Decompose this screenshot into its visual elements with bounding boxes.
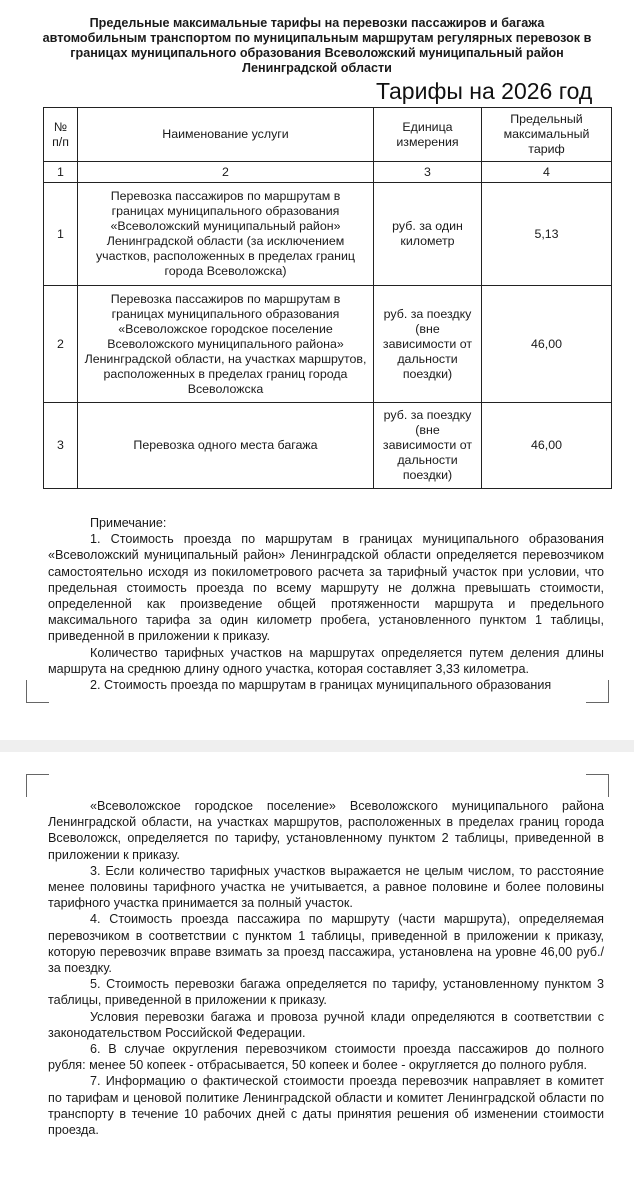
- note-paragraph: 4. Стоимость проезда пассажира по маршруту (части маршрута), определяемая перевозчиком в соответствии с пунктом 1 таблицы, приведенной в приложении к приказу, которую перевозчик вправе взимать за проезд пассажира, установлена на уровне 46,00 руб./за поездку.: [48, 912, 604, 976]
- page-separator: [0, 740, 634, 752]
- tariff-value: 46,00: [482, 286, 612, 403]
- page-corner-mark: [586, 680, 609, 703]
- title-line: автомобильным транспортом по муниципальным маршрутам регулярных перевозок в: [42, 31, 592, 45]
- note-paragraph: Условия перевозки багажа и провоза ручной клади определяются в соответствии с законодательством Российской Федерации.: [48, 1009, 604, 1040]
- title-line: границах муниципального образования Всеволожский муниципальный район: [70, 46, 564, 60]
- column-number: 1: [44, 162, 78, 183]
- note-paragraph: 6. В случае округления перевозчиком стоимости проезда пассажиров до полного рубля: менее 50 копеек - отбрасывается, 50 копеек и более - округляется до полного рубля.: [48, 1042, 604, 1073]
- document-page-2: [0, 752, 634, 1200]
- column-header: Наименование услуги: [78, 108, 374, 162]
- table-header-row: [44, 108, 612, 162]
- tariff-value: 5,13: [482, 183, 612, 286]
- tariff-value: 46,00: [482, 403, 612, 489]
- note-paragraph: 5. Стоимость перевозки багажа определяется по тарифу, установленному пунктом 3 таблицы, приведенной в приложении к приказу.: [48, 977, 604, 1008]
- notes-section: [48, 515, 604, 693]
- note-paragraph: 3. Если количество тарифных участков выражается не целым числом, то расстояние менее половины тарифного участка не учитывается, а равное половине и более половины тарифного участка принимается за полный участок.: [48, 863, 604, 911]
- document-title: [36, 16, 598, 76]
- table-row: [44, 286, 612, 403]
- notes-heading: Примечание:: [90, 516, 167, 530]
- column-header: Единица измерения: [374, 108, 482, 162]
- note-paragraph: Количество тарифных участков на маршрутах определяется путем деления длины маршрута на среднюю длину одного участка, которая составляет 3,33 километра.: [48, 645, 604, 676]
- row-number: 1: [44, 183, 78, 286]
- page-corner-mark: [586, 774, 609, 797]
- overlay-caption: Тарифы на 2026 год: [372, 77, 596, 105]
- page-corner-mark: [26, 774, 49, 797]
- unit-of-measure: руб. за поездку (вне зависимости от дальности поездки): [374, 403, 482, 489]
- tariff-table: [43, 107, 612, 489]
- note-paragraph: 2. Стоимость проезда по маршрутам в границах муниципального образования: [90, 678, 552, 693]
- service-name: Перевозка пассажиров по маршрутам в границах муниципального образования «Всеволожский муниципальный район» Ленинградской области (за исключением участков, расположенных в пределах границ города Всеволожска): [78, 183, 374, 286]
- column-header: Предельный максимальный тариф: [482, 108, 612, 162]
- column-number: 2: [78, 162, 374, 183]
- unit-of-measure: руб. за один километр: [374, 183, 482, 286]
- column-numbering-row: [44, 162, 612, 183]
- table-row: [44, 183, 612, 286]
- title-line: Ленинградской области: [242, 61, 392, 75]
- note-paragraph: 1. Стоимость проезда по маршрутам в границах муниципального образования «Всеволожский муниципальный район» Ленинградской области определяется перевозчиком самостоятельно исходя из покилометрового расчета за тарифный участок при условии, что предельная стоимость проезда по всему маршруту не должна превышать стоимости, определенной как произведение общей протяженности маршрута и предельного максимального тарифа за один километр пробега, установленного пунктом 1 таблицы, приведенной в приложении к приказу.: [48, 532, 604, 644]
- column-number: 4: [482, 162, 612, 183]
- page-corner-mark: [26, 680, 49, 703]
- column-header: № п/п: [44, 108, 78, 162]
- table-row: [44, 403, 612, 489]
- row-number: 2: [44, 286, 78, 403]
- unit-of-measure: руб. за поездку (вне зависимости от дальности поездки): [374, 286, 482, 403]
- row-number: 3: [44, 403, 78, 489]
- note-paragraph: 7. Информацию о фактической стоимости проезда перевозчик направляет в комитет по тарифам и ценовой политике Ленинградской области и комитет Ленинградской области по транспорту в течение 10 рабочих дней с даты принятия решения об изменении стоимости проезда.: [48, 1074, 604, 1138]
- title-line: Предельные максимальные тарифы на перевозки пассажиров и багажа: [89, 16, 545, 30]
- column-number: 3: [374, 162, 482, 183]
- service-name: Перевозка пассажиров по маршрутам в границах муниципального образования «Всеволожское городское поселение Всеволожского муниципального района» Ленинградской области, на участках маршрутов, расположенных в пределах границ города Всеволожска: [78, 286, 374, 403]
- note-paragraph: «Всеволожское городское поселение» Всеволожского муниципального района Ленинградской области, на участках маршрутов, расположенных в пределах границ города Всеволожск, определяется по тарифу, установленному пунктом 2 таблицы, приведенной в приложении к приказу.: [48, 799, 604, 862]
- notes-continued: [48, 798, 604, 1138]
- service-name: Перевозка одного места багажа: [78, 403, 374, 489]
